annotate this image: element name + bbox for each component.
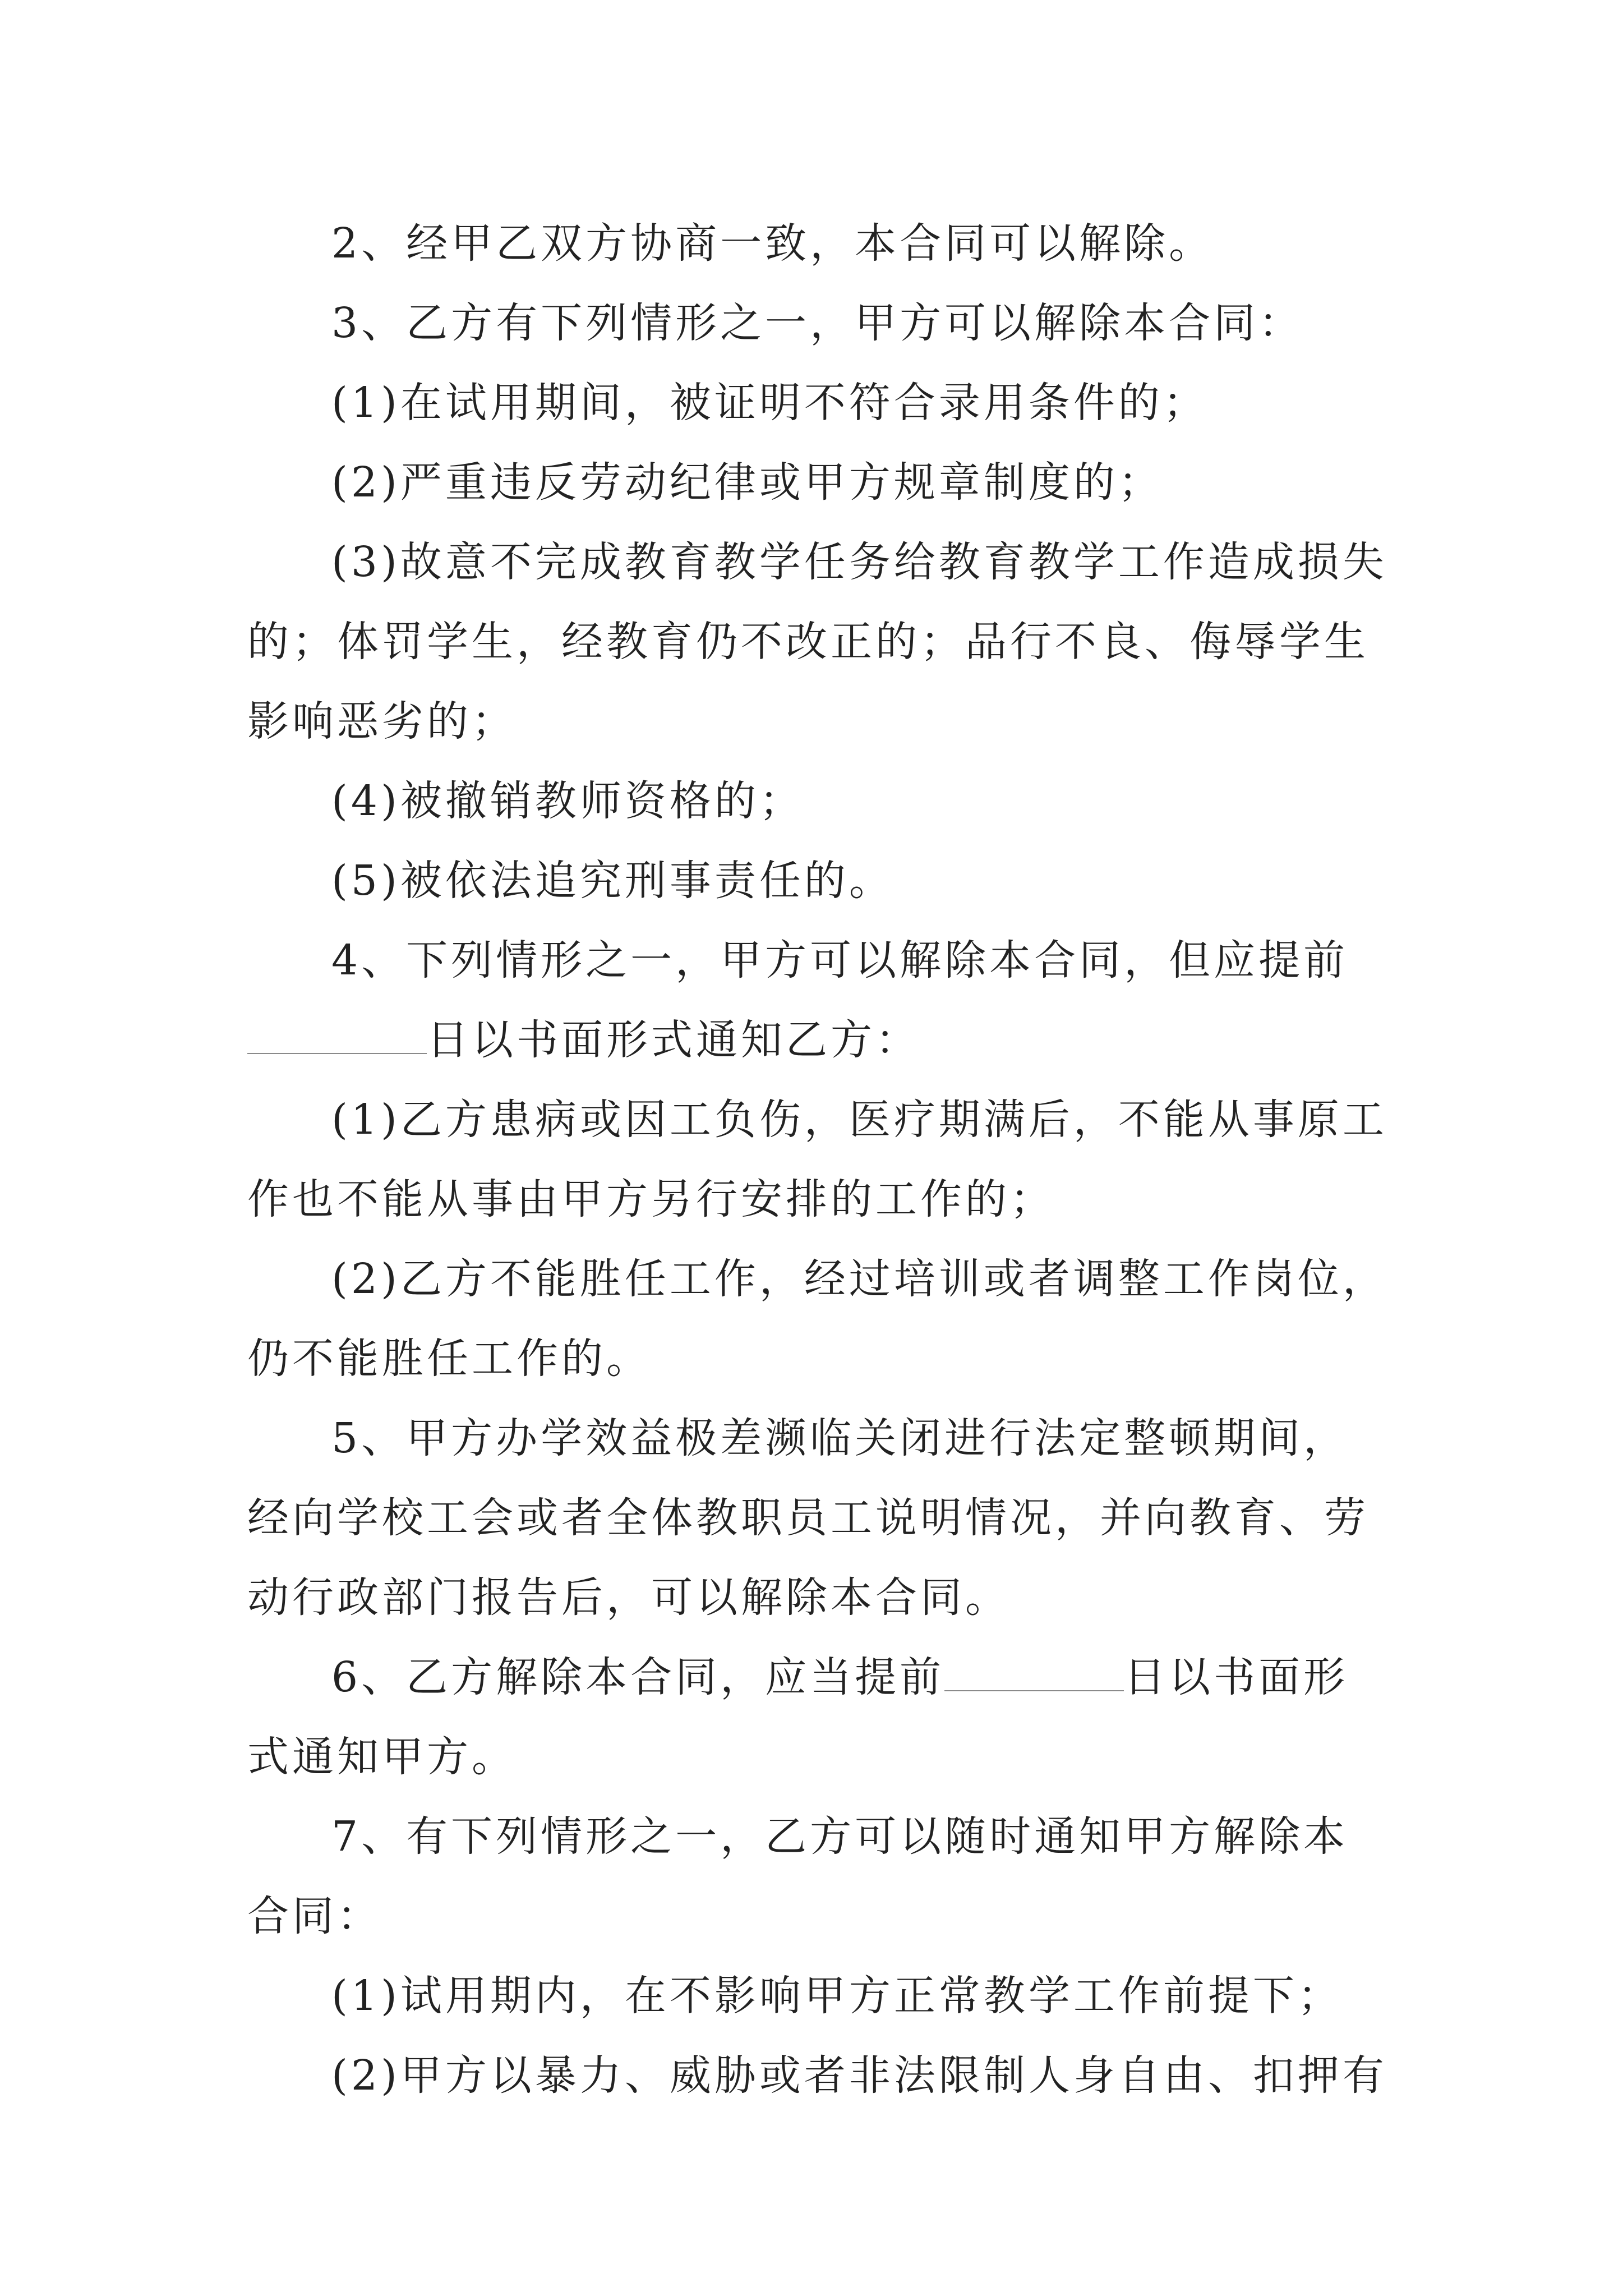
paragraph-item-7-2: (2)甲方以暴力、威胁或者非法限制人身自由、扣押有 <box>331 2051 1387 2100</box>
paragraph-clause-6 <box>247 1637 1391 1797</box>
clause-6-text-end: 日以书面形式通知甲方。 <box>247 1653 1349 1781</box>
paragraph-clause-3: 3、乙方有下列情形之一，甲方可以解除本合同： <box>331 299 1304 347</box>
paragraph-item-4-1: (1)乙方患病或因工负伤，医疗期满后，不能从事原工作也不能从事由甲方另行安排的工作的； <box>247 1096 1387 1223</box>
paragraph-item-3-5: (5)被依法追究刑事责任的。 <box>331 857 894 905</box>
days-blank-field <box>247 1019 427 1054</box>
clause-6-text-start: 6、乙方解除本合同，应当提前 <box>331 1653 945 1701</box>
paragraph-item-3-4: (4)被撤销教师资格的； <box>331 777 804 825</box>
paragraph-clause-7: 7、有下列情形之一，乙方可以随时通知甲方解除本合同： <box>247 1812 1349 1940</box>
paragraph-clause-5: 5、甲方办学效益极差濒临关闭进行法定整顿期间，经向学校工会或者全体教职员工说明情况，并向教育、劳动行政部门报告后，可以解除本合同。 <box>247 1414 1369 1622</box>
notice-days-blank-field <box>944 1657 1124 1691</box>
paragraph-item-3-1: (1)在试用期间，被证明不符合录用条件的； <box>331 379 1208 427</box>
paragraph-item-3-2: (2)严重违反劳动纪律或甲方规章制度的； <box>331 458 1163 507</box>
paragraph-item-7-1: (1)试用期内，在不影响甲方正常教学工作前提下； <box>331 1972 1343 2020</box>
paragraph-clause-4 <box>247 921 1391 1080</box>
paragraph-item-3-3: (3)故意不完成教育教学任务给教育教学工作造成损失的；体罚学生，经教育仍不改正的；品行不良、侮辱学生影响恶劣的； <box>247 538 1387 746</box>
clause-4-text-start: 4、下列情形之一，甲方可以解除本合同，但应提前 <box>331 936 1349 984</box>
clause-4-text-end: 日以书面形式通知乙方： <box>427 1016 920 1064</box>
paragraph-clause-2: 2、经甲乙双方协商一致，本合同可以解除。 <box>331 219 1214 268</box>
document-body <box>247 204 1391 2115</box>
paragraph-item-4-2: (2)乙方不能胜任工作，经过培训或者调整工作岗位，仍不能胜任工作的。 <box>247 1255 1387 1383</box>
